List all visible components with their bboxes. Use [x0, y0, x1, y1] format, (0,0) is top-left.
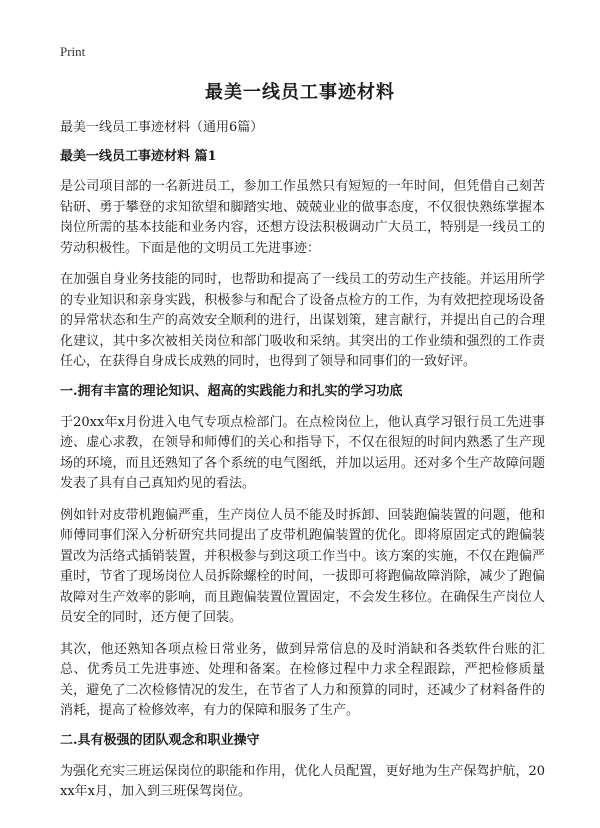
paragraph: 为强化充实三班运保岗位的职能和作用，优化人员配置，更好地为生产保驾护航，20xx年x月，加入到三班保驾岗位。: [60, 763, 545, 799]
paragraph: 于20xx年x月份进入电气专项点检部门。在点检岗位上，他认真学习银行员工先进事迹、虚心求教，在领导和师傅们的关心和指导下，不仅在很短的时间内熟悉了生产现场的环境，而且还熟知了各个系统的电气图纸，并加以运用。还对多个生产故障问题发表了具有自己真知灼见的看法。: [60, 414, 545, 491]
print-link[interactable]: Print: [60, 44, 86, 59]
paragraph: 例如针对皮带机跑偏严重，生产岗位人员不能及时拆卸、回装跑偏装置的问题，他和师傅同事们深入分析研究共同提出了皮带机跑偏装置的优化。即将原固定式的跑偏装置改为活络式插销装置，并积极参与到这项工作当中。该方案的实施，不仅在跑偏严重时，节省了现场岗位人员拆除螺栓的时间，一拔即可将跑偏故障消除，减少了跑偏故障对生产效率的影响，而且跑偏装置位置固定，不会发生移位。在确保生产岗位人员安全的同时，还方便了回装。: [60, 507, 545, 625]
paragraph: 其次，他还熟知各项点检日常业务，做到异常信息的及时消缺和各类软件台账的汇总、优秀员工先进事迹、处理和备案。在检修过程中力求全程跟踪，严把检修质量关，避免了二次检修情况的发生，在节省了人力和预算的同时，还减少了材料备件的消耗，提高了检修效率，有力的保障和服务了生产。: [60, 641, 545, 718]
document-title: 最美一线员工事迹材料: [205, 82, 395, 103]
subheading-teamwork: 二.具有极强的团队观念和职业操守: [60, 732, 260, 748]
paragraph: 是公司项目部的一名新进员工，参加工作虽然只有短短的一年时间，但凭借自己刻苦钻研、勇于攀登的求知欲望和脚踏实地、兢兢业业的做事态度，不仅很快熟练掌握本岗位所需的基本技能和业务内容，还想方设法积极调动广大员工，特别是一线员工的劳动积极性。下面是他的文明员工先进事迹：: [60, 179, 545, 256]
subheading-theory: 一.拥有丰富的理论知识、超高的实践能力和扎实的学习功底: [60, 383, 403, 399]
section-heading: 最美一线员工事迹材料 篇1: [60, 149, 217, 164]
document-subtitle: 最美一线员工事迹材料（通用6篇）: [60, 120, 264, 135]
document-body: [60, 120, 545, 814]
paragraph: 在加强自身业务技能的同时，也帮助和提高了一线员工的劳动生产技能。并运用所学的专业知识和亲身实践，积极参与和配合了设备点检方的工作，为有效把控现场设备的异常状态和生产的高效安全顺利的进行，出谋划策，建言献行，并提出自己的合理化建议，其中多次被相关岗位和部门吸收和采纳。其突出的工作业绩和强烈的工作责任心，在获得自身成长成熟的同时，也得到了领导和同事们的一致好评。: [60, 272, 545, 369]
